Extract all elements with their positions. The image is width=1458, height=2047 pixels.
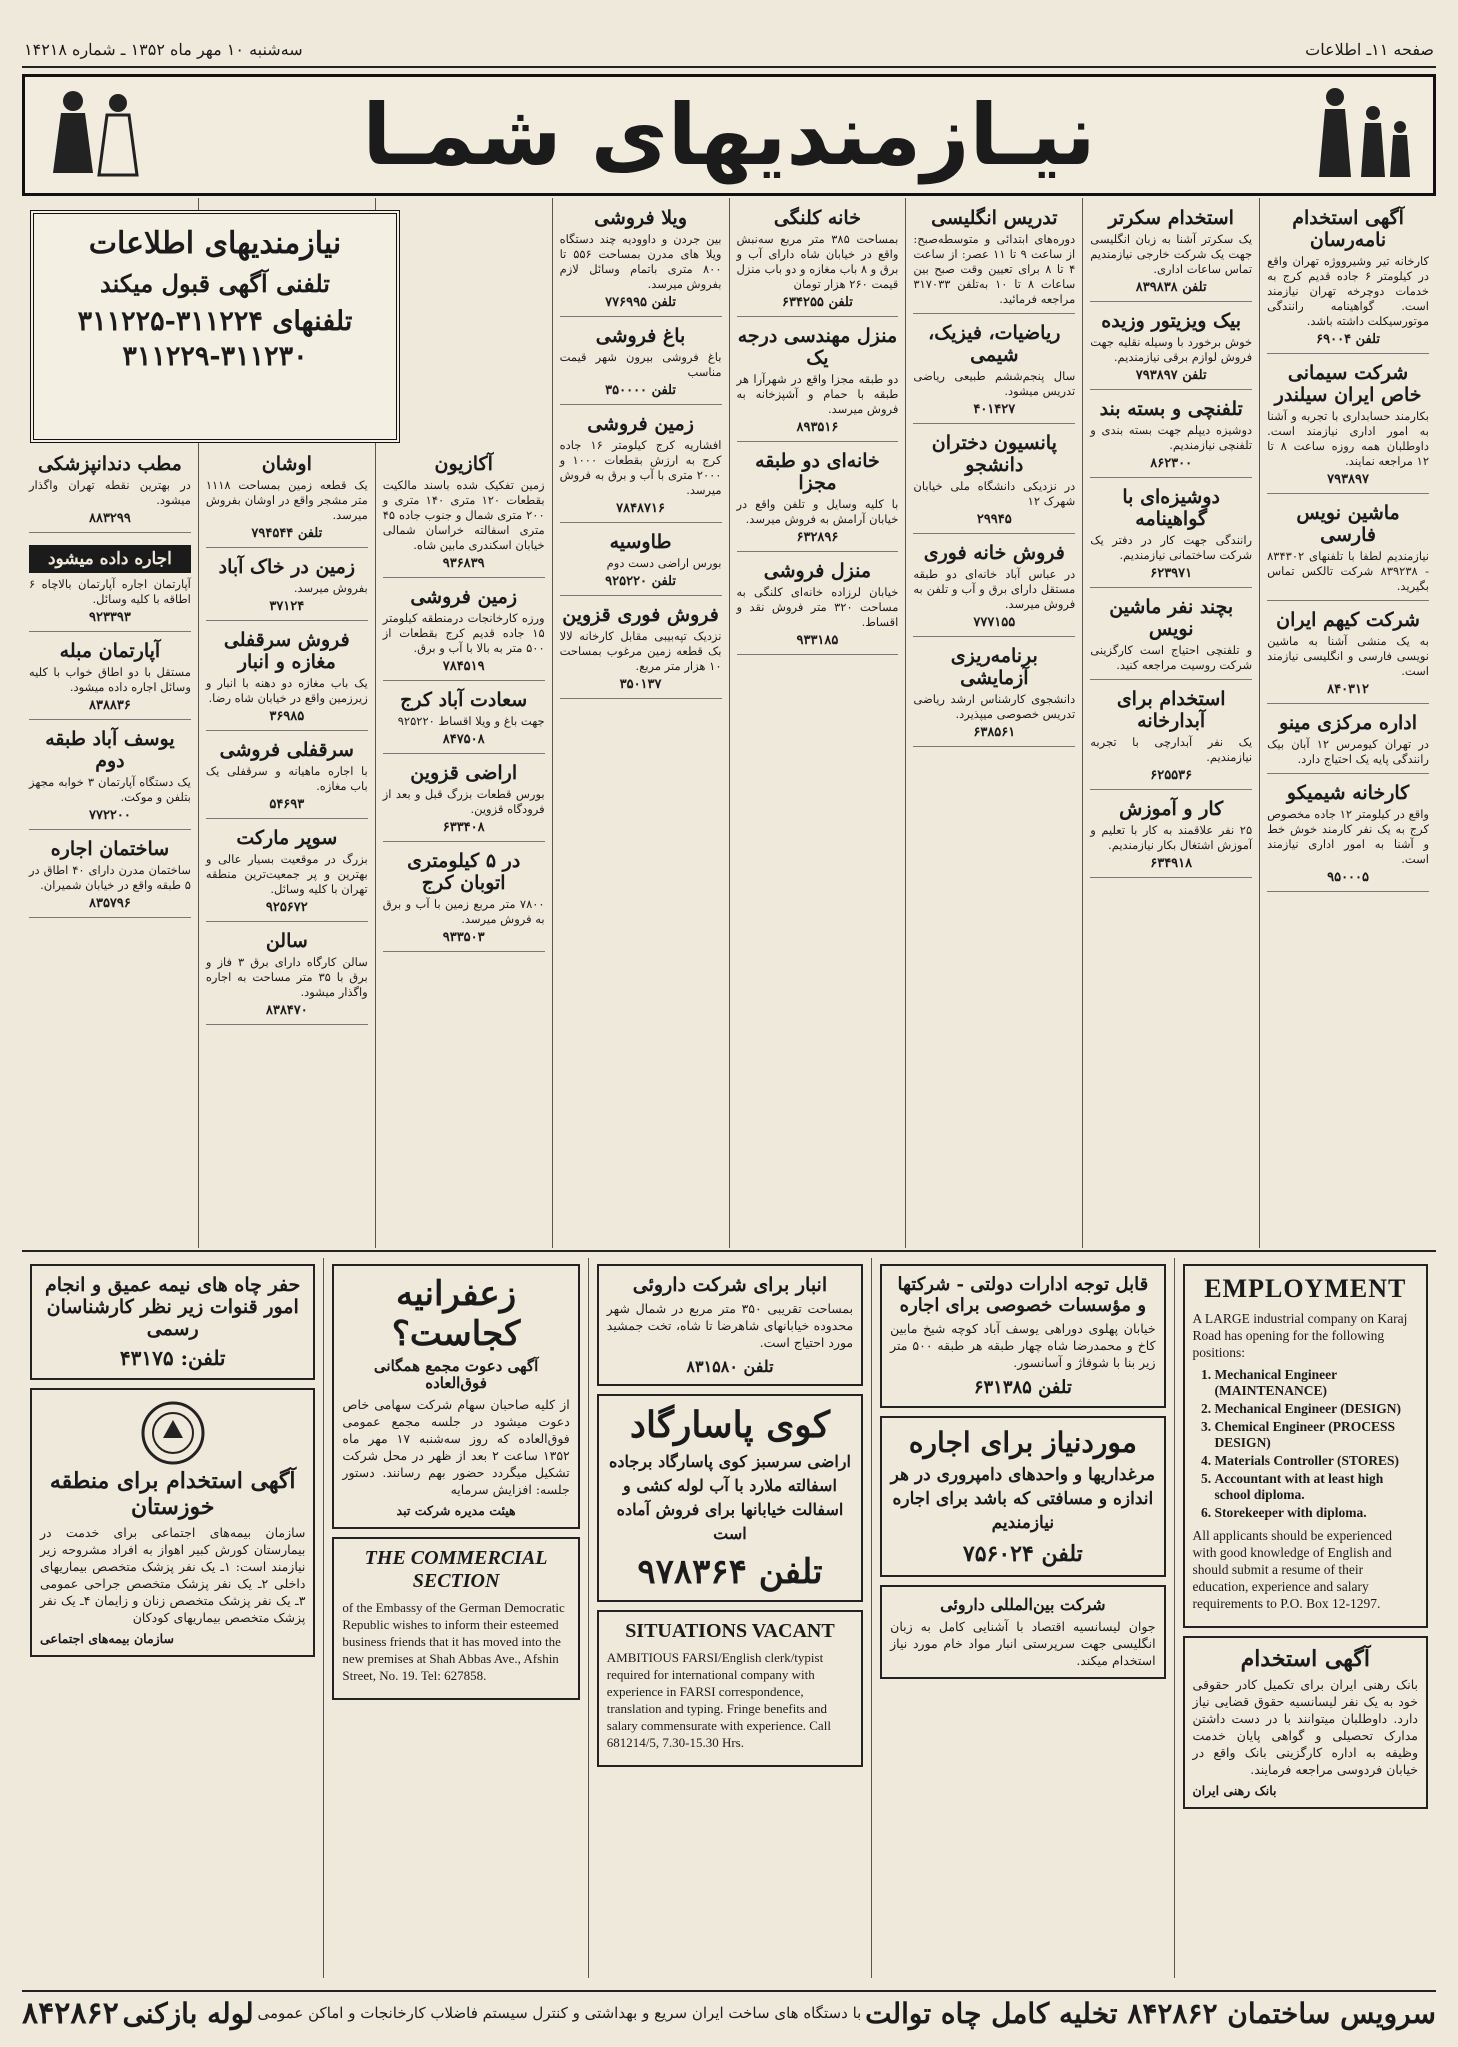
classified-ad bbox=[737, 445, 899, 552]
well-drilling-title: حفر چاه های نیمه عمیق و انجام امور قنوات زیر نظر کارشناسان رسمی bbox=[45, 1274, 301, 1340]
ad-body: در تهران کیومرس ۱۲ آبان بیک رانندگی پایه یک احتیاج دارد. bbox=[1267, 737, 1430, 766]
rent-needed-ad bbox=[880, 1416, 1165, 1577]
bottom-col-2 bbox=[871, 1258, 1173, 1978]
ad-phone: ۶۳۳۴۰۸ bbox=[442, 820, 485, 835]
classified-ad bbox=[737, 320, 899, 442]
footer-ad bbox=[22, 1990, 1436, 2034]
classified-ad bbox=[29, 448, 191, 533]
warehouse-phone: تلفن ۸۳۱۵۸۰ bbox=[686, 1357, 774, 1376]
ad-title: بچند نفر ماشین نویس bbox=[1109, 596, 1234, 640]
classified-ad bbox=[1090, 305, 1252, 390]
footer-phone: ۸۴۲۸۶۲ bbox=[22, 1995, 119, 2031]
classified-column bbox=[1259, 198, 1436, 1248]
ad-body: بورس اراضی دست دوم bbox=[606, 556, 722, 570]
classified-ad bbox=[29, 723, 191, 830]
ad-title: اراضی قزوین bbox=[410, 762, 518, 784]
well-drilling-phone: تلفن: ۴۳۱۷۵ bbox=[119, 1346, 226, 1370]
ad-title: اجاره داده میشود bbox=[29, 545, 191, 573]
commercial-section-ad bbox=[332, 1537, 579, 1700]
classified-ad bbox=[206, 822, 368, 922]
ad-body: ورزه کارخانجات درمنطقه کیلومتر ۱۵ جاده قدیم کرج بقطعات از ۵۰۰ متر به بالا با آب و برق. bbox=[382, 611, 545, 655]
classified-ad bbox=[206, 624, 368, 731]
ad-title: زمین در خاک آباد bbox=[218, 556, 355, 578]
ad-phone: تلفن ۷۷۶۹۹۵ bbox=[605, 295, 676, 310]
ad-phone: ۶۳۸۵۶۱ bbox=[973, 725, 1016, 740]
classified-ad bbox=[1090, 683, 1252, 790]
ad-body: یک باب مغازه دو دهنه با انبار و زیرزمین واقع در خیابان شاه رضا. bbox=[205, 676, 368, 705]
ad-phone: ۸۴۰۳۱۲ bbox=[1327, 682, 1370, 697]
ad-phone: ۸۳۵۷۹۶ bbox=[88, 896, 131, 911]
ad-body: با کلیه وسایل و تلفن واقع در خیابان آرامش به فروش میرسد. bbox=[736, 497, 899, 526]
rent-needed-phone: تلفن ۷۵۶۰۲۴ bbox=[962, 1541, 1083, 1567]
masthead-title: نیـازمندیهای شمـا bbox=[362, 86, 1096, 184]
zaferanieh-sub: آگهی دعوت مجمع همگانی فوق‌العاده bbox=[373, 1357, 539, 1392]
ad-title: کار و آموزش bbox=[1119, 798, 1224, 820]
ad-title: آکازیون bbox=[434, 453, 493, 475]
employment-title: EMPLOYMENT bbox=[1204, 1274, 1407, 1303]
ad-title: اوشان bbox=[261, 453, 312, 475]
classified-ad bbox=[737, 555, 899, 655]
classified-ad bbox=[1267, 497, 1429, 601]
gov-rent-title: قابل توجه ادارات دولتی - شرکتها و مؤسسات خصوصی برای اجاره bbox=[897, 1274, 1149, 1316]
pharma-ad bbox=[880, 1585, 1165, 1679]
classified-ad bbox=[383, 448, 545, 578]
ad-body: دوره‌های ابتدائی و متوسطه‌صبح: از ساعت ۹ تا ۱۱ عصر: از ساعت ۴ تا ۸ برای تعیین وقت صبح بین ساعات ۸ تا ۱۰ به‌تلفن ۳۱۷۰۳۳ مراجعه فرمائید. bbox=[913, 232, 1076, 306]
commercial-title: THE COMMERCIAL SECTION bbox=[364, 1547, 548, 1592]
ad-title: سوپر مارکت bbox=[236, 827, 338, 849]
ad-body: بورس قطعات بزرگ قبل و بعد از فرودگاه قزوین. bbox=[382, 787, 545, 816]
ad-body: یک سکرتر آشنا به زبان انگلیسی جهت یک شرکت خارجی نیازمندیم تماس ساعات اداری. bbox=[1090, 232, 1253, 276]
info-box-subtitle: تلفنی آگهی قبول میکند bbox=[100, 269, 330, 298]
position-item: 1. Mechanical Engineer (MAINTENANCE) bbox=[1215, 1367, 1418, 1399]
classified-ad bbox=[29, 833, 191, 918]
classified-ad bbox=[206, 925, 368, 1025]
ad-phone: تلفن ۶۳۴۲۵۵ bbox=[782, 295, 853, 310]
pasargad-title: کوی پاسارگاد bbox=[629, 1404, 830, 1446]
ad-title: طاوسیه bbox=[609, 531, 672, 553]
ad-body: مستقل با دو اطاق خواب با کلیه وسائل اجاره داده میشود. bbox=[29, 665, 191, 694]
ad-phone: ۸۶۲۳۰۰ bbox=[1150, 456, 1193, 471]
pasargad-body: اراضی سرسبز کوی پاسارگاد برجاده اسفالته ملارد با آب لوله کشی و اسفالت خیابانها برای فروش آماده است bbox=[608, 1452, 851, 1543]
ad-title: پانسیون دختران دانشجو bbox=[931, 432, 1057, 476]
ad-body: رانندگی جهت کار در دفتر یک شرکت ساختمانی نیازمندیم. bbox=[1090, 533, 1253, 562]
zaferanieh-ad bbox=[332, 1264, 579, 1529]
ad-body: سالن کارگاه دارای برق ۳ فاز و برق با ۳۵ متر مساحت به اجاره واگذار میشود. bbox=[205, 955, 368, 999]
ad-body: کارخانه تیر وشیرووژه تهران واقع در کیلومتر ۶ جاده قدیم کرج به خدمات دوچرخه تهران نیازمند است. گواهینامه رانندگی موتورسیکلت داشته باشد. bbox=[1267, 254, 1429, 328]
ad-phone: تلفن ۳۵۰۰۰۰ bbox=[605, 383, 676, 398]
ad-body: نیازمندیم لطفا با تلفنهای ۸۳۴۳۰۲ - ۸۳۹۲۳۸ شرکت تالکس تماس بگیرید. bbox=[1267, 549, 1429, 593]
classified-ad bbox=[560, 526, 722, 596]
zaferanieh-title: زعفرانیه کجاست؟ bbox=[391, 1274, 521, 1354]
ad-body: بفروش میرسد. bbox=[293, 581, 368, 595]
estekhdam-sign: بانک رهنی ایران bbox=[1192, 1783, 1277, 1798]
ad-title: زمین فروشی bbox=[587, 413, 694, 435]
footer-sub: با دستگاه های ساخت ایران سریع و بهداشتی و کنترل سیستم فاضلاب کارخانجات و اماکن عمومی bbox=[257, 2004, 862, 2022]
gov-rent-body: خیابان پهلوی دوراهی یوسف آباد کوچه شیخ مابین کاخ و محمدرضا شاه چهار طبقه هر طبقه ۵۰۰ متر زیر بنا با شوفاژ و آسانسور. bbox=[890, 1321, 1156, 1370]
ad-phone: ۹۵۰۰۰۵ bbox=[1327, 870, 1370, 885]
ad-phone: تلفن ۷۹۳۸۹۷ bbox=[1135, 368, 1207, 383]
ad-body: ساختمان مدرن دارای ۴۰ اطاق در ۵ طبقه واقع در خیابان شمیران. bbox=[29, 863, 191, 892]
ad-title: ساختمان اجاره bbox=[50, 838, 170, 860]
employment-positions bbox=[1193, 1367, 1418, 1521]
ad-title: سرقفلی فروشی bbox=[219, 739, 354, 761]
classified-column bbox=[905, 198, 1082, 1248]
ad-title: شرکت سیمانی خاص ایران سیلندر bbox=[1274, 362, 1422, 406]
ad-phone: ۷۹۳۸۹۷ bbox=[1327, 472, 1370, 487]
ad-title: زمین فروشی bbox=[410, 586, 518, 608]
ad-phone: ۸۳۸۴۷۰ bbox=[265, 1003, 308, 1018]
ad-body: در نزدیکی دانشگاه ملی خیابان شهرک ۱۲ bbox=[913, 479, 1076, 508]
ad-phone: تلفن ۷۹۴۵۴۴ bbox=[251, 526, 323, 541]
ad-title: یوسف آباد طبقه دوم bbox=[45, 728, 175, 772]
ad-body: در عباس آباد خانه‌ای دو طبقه مستقل دارای برق و آب و تلفن به فروش میرسد. bbox=[913, 567, 1076, 611]
ad-body: نزدیک تپه‌بیبی مقابل کارخانه لالا بک قطعه زمین مرغوب بمساحت ۱۰ هزار متر مربع. bbox=[559, 629, 722, 673]
classified-ad bbox=[913, 317, 1075, 424]
employment-ad bbox=[1183, 1264, 1428, 1628]
classified-column bbox=[1082, 198, 1259, 1248]
ad-phone: تلفن ۹۲۵۲۲۰ bbox=[605, 574, 676, 589]
classified-ad bbox=[1090, 591, 1252, 680]
ad-phone: ۶۳۴۹۱۸ bbox=[1150, 856, 1193, 871]
classified-ad bbox=[29, 536, 191, 632]
bottom-col-1 bbox=[1174, 1258, 1436, 1978]
bottom-section bbox=[22, 1258, 1436, 1978]
warehouse-ad bbox=[597, 1264, 863, 1386]
employment-outro: All applicants should be experienced with good knowledge of English and should submit a resume of their education, experience and salary requirements to P.O. Box 12-1297. bbox=[1192, 1528, 1392, 1611]
ad-phone: ۴۰۱۴۲۷ bbox=[973, 402, 1016, 417]
ad-body: دانشجوی کارشناس ارشد ریاضی تدریس خصوصی میپذیرد. bbox=[913, 692, 1076, 721]
ad-body: خیابان لرزاده خانه‌ای کلنگی به مساحت ۳۲۰ متر فروش نقد و اقساط. bbox=[736, 585, 899, 629]
ad-body: بزرگ در موقعیت بسیار عالی و بهترین و پر جمعیت‌ترین منطقه تهران با کلیه وسائل. bbox=[205, 852, 368, 896]
estekhdam-title: آگهی استخدام bbox=[1240, 1646, 1370, 1672]
bottom-col-4 bbox=[323, 1258, 587, 1978]
ad-title: تلفنچی و بسته بند bbox=[1099, 398, 1243, 420]
ad-body: و تلفنچی احتیاج است کارگزینی شرکت روسیت مراجعه کنید. bbox=[1090, 643, 1253, 672]
ad-title: بیک ویزیتور وزیده bbox=[1101, 310, 1242, 332]
position-item: 3. Chemical Engineer (PROCESS DESIGN) bbox=[1215, 1419, 1418, 1451]
ad-body: باغ فروشی بیرون شهر قیمت مناسب bbox=[559, 350, 722, 379]
ad-title: فروش فوری قزوین bbox=[562, 604, 719, 626]
position-item: 6. Storekeeper with diploma. bbox=[1215, 1505, 1418, 1521]
ad-title: دوشیزه‌ای با گواهینامه bbox=[1122, 486, 1220, 530]
ad-phone: ۲۹۹۴۵ bbox=[976, 512, 1012, 527]
classified-ad bbox=[29, 635, 191, 720]
ad-phone: ۸۸۳۲۹۹ bbox=[88, 511, 131, 526]
ad-phone: ۶۳۲۸۹۶ bbox=[796, 530, 839, 545]
classified-ad bbox=[383, 581, 545, 681]
zaferanieh-body: از کلیه صاحبان سهام شرکت سهامی خاص دعوت میشود در جلسه مجمع عمومی فوق‌العاده که روز سه‌شنبه ۱۷ مهر ماه ۱۳۵۲ ساعت ۲ بعد از ظهر در محل شرکت تشکیل میگردد حضور بهم رسانند. دستور جلسه: افزایش سرمایه bbox=[342, 1397, 570, 1497]
ad-title: مطب دندانپزشکی bbox=[38, 453, 182, 475]
khuzestan-body: سازمان بیمه‌های اجتماعی برای خدمت در بیمارستان کورش کبیر اهواز به افراد مشروحه زیر نیازمند است: ۱ـ یک نفر پزشک متخصص بیماریهای داخلی ۲ـ یک نفر پزشک متخصص جراحی عمومی ۳ـ یک نفر پزشک متخصص زنان و زایمان ۴ـ یک نفر پزشک متخصص بیماریهای کودکان bbox=[40, 1525, 306, 1625]
ad-title: ماشین نویس فارسی bbox=[1296, 502, 1400, 546]
ad-title: سالن bbox=[265, 930, 308, 952]
ad-phone: ۶۲۵۵۳۶ bbox=[1150, 768, 1193, 783]
ad-title: آپارتمان مبله bbox=[59, 640, 161, 662]
classified-ad bbox=[913, 640, 1075, 747]
rent-needed-body: مرغداریها و واحدهای دامپروری در هر اندازه و مسافتی که باشد برای اجاره نیازمندیم bbox=[890, 1465, 1156, 1533]
position-item: 2. Mechanical Engineer (DESIGN) bbox=[1215, 1401, 1418, 1417]
classified-column bbox=[729, 198, 906, 1248]
classified-ad bbox=[1090, 393, 1252, 478]
classified-ad bbox=[1267, 202, 1429, 354]
info-box-phones-2: ۳۱۱۲۲۹-۳۱۱۲۳۰ bbox=[122, 341, 308, 372]
ad-title: در ۵ کیلومتری اتوبان کرج bbox=[407, 850, 521, 894]
ad-phone: ۸۳۸۸۳۶ bbox=[88, 698, 131, 713]
classified-ad bbox=[1090, 481, 1252, 588]
ad-title: تدریس انگلیسی bbox=[931, 207, 1058, 229]
ad-phone: ۸۹۳۵۱۶ bbox=[796, 420, 839, 435]
estekhdam-body: بانک رهنی ایران برای تکمیل کادر حقوقی خود به یک نفر لیسانسیه حقوق قضایی نیاز دارد. داوطلبان میتوانند با در دست داشتن مدارک تحصیلی و گواهی پایان خدمت وظیفه به اداره کارگزینی بانک واقع در خیابان فردوسی مراجعه فرمایند. bbox=[1192, 1677, 1418, 1777]
ad-body: در بهترین نقطه تهران واگذار میشود. bbox=[29, 478, 191, 507]
ad-phone: ۶۲۳۹۷۱ bbox=[1150, 566, 1193, 581]
pharma-body: جوان لیسانسیه اقتصاد با آشنایی کامل به زبان انگلیسی جهت سرپرستی انبار مواد خام مورد نیاز استخدام میکند. bbox=[890, 1619, 1156, 1668]
ad-title: شرکت کیهم ایران bbox=[1276, 609, 1420, 631]
info-box-phones-1: تلفنهای ۳۱۱۲۲۴-۳۱۱۲۲۵ bbox=[77, 306, 353, 337]
ad-title: آگهی استخدام نامه‌رسان bbox=[1292, 207, 1404, 251]
ad-title: ویلا فروشی bbox=[594, 207, 688, 229]
footer-main: سرویس ساختمان ۸۴۲۸۶۲ تخلیه کامل چاه توالت bbox=[865, 1996, 1436, 2030]
ad-title: استخدام سکرتر bbox=[1108, 207, 1234, 229]
commercial-body: of the Embassy of the German Democratic Republic wishes to inform their esteemed business friends that it has moved into the new premises at Shah Abbas Ave., Afshin Street, No. 19. Tel: 627858. bbox=[342, 1600, 565, 1683]
pasargad-phone: تلفن ۹۷۸۳۶۴ bbox=[637, 1552, 823, 1592]
classified-column bbox=[552, 198, 729, 1248]
ad-phone: ۳۵۰۱۳۷ bbox=[619, 677, 662, 692]
ad-body: سال پنجم‌ششم طبیعی ریاضی تدریس میشود. bbox=[913, 369, 1076, 398]
khuzestan-title: آگهی استخدام برای منطقه خوزستان bbox=[49, 1468, 296, 1520]
ad-body: خوش برخورد با وسیله نقلیه جهت فروش لوازم برقی نیازمندیم. bbox=[1090, 335, 1253, 364]
classified-ad bbox=[206, 551, 368, 621]
header-rule bbox=[22, 66, 1436, 68]
classified-ad bbox=[383, 684, 545, 754]
bottom-col-5 bbox=[22, 1258, 323, 1978]
ad-body: بکارمند حسابداری با تجربه و آشنا به امور اداری نیازمند است. داوطلبان همه روزه ساعت ۸ تا ۱۲ مراجعه نمایند. bbox=[1267, 409, 1429, 468]
well-drilling-ad bbox=[30, 1264, 315, 1380]
ad-phone: ۹۲۵۶۷۲ bbox=[265, 900, 308, 915]
zaferanieh-sign: هیئت مدیره شرکت تبد bbox=[396, 1503, 516, 1518]
ad-title: منزل فروشی bbox=[763, 560, 872, 582]
pasargad-ad bbox=[597, 1394, 863, 1602]
bottom-col-3 bbox=[588, 1258, 871, 1978]
ad-title: استخدام برای آبدارخانه bbox=[1116, 688, 1226, 732]
ad-body: یک قطعه زمین بمساحت ۱۱۱۸ متر مشجر واقع در اوشان بفروش میرسد. bbox=[205, 478, 368, 522]
ad-phone: تلفن ۶۹۰۰۴ bbox=[1316, 332, 1380, 347]
ad-body: یک نفر آبدارچی با تجربه نیازمندیم. bbox=[1090, 735, 1253, 764]
section-rule bbox=[22, 1250, 1436, 1252]
warehouse-body: بمساحت تقریبی ۳۵۰ متر مربع در شمال شهر محدوده خیابانهای شاهرضا تا شاه، تخت جمشید مورد احتیاج است. bbox=[606, 1301, 854, 1350]
ad-body: به یک منشی آشنا به ماشین نویسی فارسی و انگلیسی نیازمند است. bbox=[1267, 634, 1429, 678]
insurance-logo-icon bbox=[138, 1398, 208, 1468]
employment-intro: A LARGE industrial company on Karaj Road has opening for the following positions: bbox=[1192, 1311, 1408, 1360]
classified-ad bbox=[383, 845, 545, 952]
classified-column bbox=[375, 198, 552, 1248]
ad-phone: ۷۷۷۱۵۵ bbox=[973, 615, 1016, 630]
info-box-title: نیازمندیهای اطلاعات bbox=[88, 226, 342, 261]
classified-ad bbox=[913, 537, 1075, 637]
ad-body: یک دستگاه آپارتمان ۳ خوابه مجهز بتلفن و موکت. bbox=[29, 775, 191, 804]
classified-ad bbox=[383, 757, 545, 842]
classified-ad bbox=[560, 320, 722, 405]
ad-title: ریاضیات، فیزیک، شیمی bbox=[928, 322, 1061, 366]
classified-ad bbox=[206, 734, 368, 819]
position-item: 5. Accountant with at least high school diploma. bbox=[1215, 1471, 1418, 1503]
pharma-title: شرکت بین‌المللی داروئی bbox=[940, 1595, 1106, 1614]
classified-ad bbox=[1090, 793, 1252, 878]
ad-body: ۷۸۰۰ متر مربع زمین با آب و برق به فروش میرسد. bbox=[382, 897, 545, 926]
ad-title: باغ فروشی bbox=[595, 325, 686, 347]
ad-body: دو طبقه مجزا واقع در شهرآرا هر طبقه با حمام و آشپزخانه به فروش میرسد. bbox=[736, 372, 899, 416]
ad-phone: ۷۷۲۲۰۰ bbox=[88, 808, 131, 823]
classified-ad bbox=[206, 448, 368, 548]
ad-body: زمین تفکیک شده باسند مالکیت بقطعات ۱۲۰ متری ۱۴۰ متری و ۲۰۰ متری شمال و جنوب جاده ۴۵ متری اسفالته خراسان شمالی خیابان اسکندری مابین شاه. bbox=[382, 478, 545, 552]
ad-title: کارخانه شیمیکو bbox=[1286, 782, 1410, 804]
ad-title: خانه کلنگی bbox=[773, 207, 861, 229]
ad-body: دوشیزه دیپلم جهت بسته بندی و تلفنچی نیازمندیم. bbox=[1090, 423, 1253, 452]
family-silhouette-icon bbox=[1295, 83, 1425, 183]
ad-title: منزل مهندسی درجه یک bbox=[737, 325, 898, 369]
classified-ad bbox=[913, 427, 1075, 534]
ad-phone: ۸۴۷۵۰۸ bbox=[442, 732, 485, 747]
classified-ad bbox=[1267, 707, 1429, 774]
running-head bbox=[24, 36, 1434, 62]
rent-needed-title: موردنیاز برای اجاره bbox=[908, 1426, 1137, 1459]
ad-phone: تلفن ۸۳۹۸۳۸ bbox=[1135, 280, 1207, 295]
ad-phone: ۷۸۴۸۷۱۶ bbox=[616, 501, 665, 516]
ad-phone: ۹۳۳۱۸۵ bbox=[796, 633, 839, 648]
ad-phone: ۵۴۶۹۳ bbox=[269, 797, 305, 812]
ad-body: با اجاره ماهیانه و سرقفلی یک باب مغازه. bbox=[205, 764, 368, 793]
ad-body: افشاریه کرج کیلومتر ۱۶ جاده کرج به ارزش بقطعات ۱۰۰۰ و ۲۰۰۰ متری با آب و برق به فروش میرسد. bbox=[559, 438, 722, 497]
ad-title: اداره مرکزی مینو bbox=[1279, 712, 1418, 734]
page-number: صفحه ۱۱ـ اطلاعات bbox=[1305, 39, 1434, 59]
ad-phone: ۳۷۱۲۴ bbox=[269, 599, 305, 614]
ad-phone: ۳۶۹۸۵ bbox=[269, 709, 305, 724]
ad-body: جهت باغ و ویلا اقساط ۹۲۵۲۲۰ bbox=[397, 714, 545, 728]
ad-title: خانه‌ای دو طبقه مجزا bbox=[755, 450, 880, 494]
gov-rent-ad bbox=[880, 1264, 1165, 1408]
ad-title: برنامه‌ریزی آزمایشی bbox=[950, 645, 1038, 689]
ad-title: فروش سرقفلی مغازه و انبار bbox=[223, 629, 350, 673]
classified-ad bbox=[1267, 604, 1429, 704]
issue-date: سه‌شنبه ۱۰ مهر ماه ۱۳۵۲ ـ شماره ۱۴۲۱۸ bbox=[24, 39, 303, 59]
ad-body: بین جردن و داوودیه چند دستگاه ویلا های مدرن بمساحت ۵۵۶ تا ۸۰۰ متری باتمام وسائل لازم بفروش میرسد. bbox=[559, 232, 722, 291]
classified-ad bbox=[737, 202, 899, 317]
classified-ad bbox=[560, 202, 722, 317]
situations-vacant-ad bbox=[597, 1610, 863, 1767]
classified-ad bbox=[1267, 357, 1429, 494]
classified-ad bbox=[1267, 777, 1429, 892]
ad-body: ۲۵ نفر علاقمند به کار با تعلیم و آموزش اشتغال بکار نیازمندیم. bbox=[1090, 823, 1253, 852]
ad-title: فروش خانه فوری bbox=[923, 542, 1065, 564]
ad-body: واقع در کیلومتر ۱۲ جاده مخصوص کرج به یک نفر کارمند خوش خط و آشنا به امور اداری نیازمند است. bbox=[1267, 807, 1429, 866]
classified-ad bbox=[560, 599, 722, 699]
classified-ad bbox=[913, 202, 1075, 314]
ad-body: آپارتمان اجاره آپارتمان بالاچاه ۶ اطاقه با کلیه وسائل. bbox=[29, 577, 191, 606]
gov-rent-phone: تلفن ۶۳۱۳۸۵ bbox=[973, 1377, 1072, 1398]
ad-phone: ۹۳۳۵۰۳ bbox=[442, 930, 485, 945]
classified-ad bbox=[1090, 202, 1252, 302]
footer-pipe: لوله بازکنی bbox=[122, 1996, 254, 2030]
position-item: 4. Materials Controller (STORES) bbox=[1215, 1453, 1418, 1469]
info-box bbox=[30, 210, 400, 443]
khuzestan-ad bbox=[30, 1388, 315, 1657]
situations-body: AMBITIOUS FARSI/English clerk/typist required for international company with experience in FARSI correspondence, translation and typing. Fringe benefits and salary commensurate with experience. Call 681214/5, 7.30-15.30 Hrs. bbox=[606, 1650, 831, 1750]
ad-title: سعادت آباد کرج bbox=[400, 689, 528, 711]
estekhdam-ad bbox=[1183, 1636, 1428, 1809]
khuzestan-sign: سازمان بیمه‌های اجتماعی bbox=[40, 1631, 174, 1646]
classified-ad bbox=[560, 408, 722, 523]
ad-phone: ۷۸۴۵۱۹ bbox=[442, 659, 485, 674]
masthead bbox=[22, 74, 1436, 196]
ad-phone: ۹۲۳۳۹۳ bbox=[88, 610, 131, 625]
warehouse-title: انبار برای شرکت داروئی bbox=[632, 1274, 828, 1296]
couple-silhouette-icon bbox=[33, 83, 163, 183]
situations-title: SITUATIONS VACANT bbox=[625, 1620, 835, 1642]
ad-phone: ۹۳۶۸۳۹ bbox=[442, 556, 485, 571]
ad-body: بمساحت ۳۸۵ متر مربع سه‌نبش واقع در خیابان شاه دارای آب و برق و ۸ باب مغازه و دو باب منزل قیمت ۲۶۰ هزار تومان bbox=[736, 232, 899, 291]
